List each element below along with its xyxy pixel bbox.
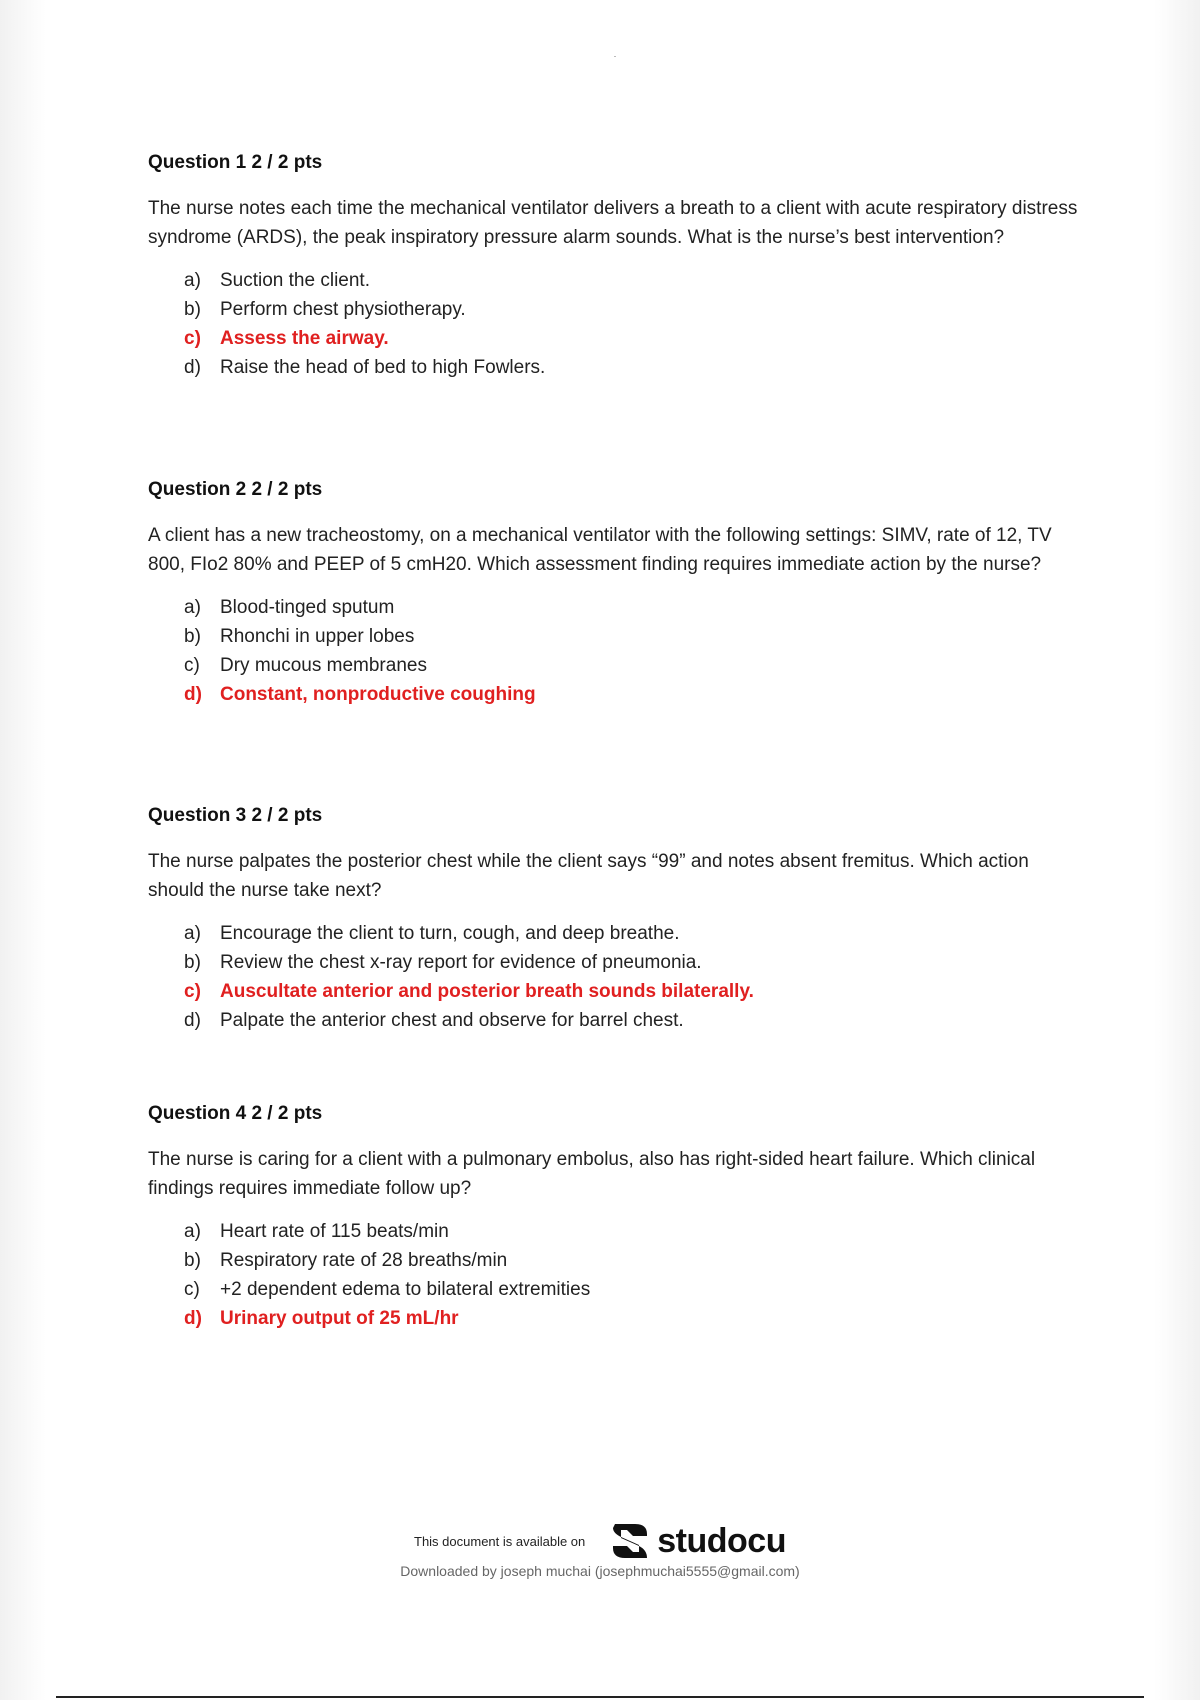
correct-answer-option — [184, 1304, 1088, 1333]
question-text: A client has a new tracheostomy, on a mechanical ventilator with the following settings: SIMV, rate of 12, TV 800, FIo2 80% and PEEP of 5 cmH20. Which assessment finding requires immediate action by the nurse? — [148, 525, 1052, 575]
option-text: Perform chest physiotherapy. — [220, 299, 466, 320]
option-letter: c) — [184, 655, 200, 676]
answer-option — [184, 622, 1088, 651]
question-text: The nurse is caring for a client with a pulmonary embolus, also has right-sided heart failure. Which clinical findings requires immediate follow up? — [148, 1149, 1036, 1199]
option-text: Suction the client. — [220, 270, 370, 291]
availability-text: This document is available on — [414, 1533, 586, 1549]
answer-options — [184, 919, 1088, 1035]
answer-option — [184, 919, 1088, 948]
answer-option — [184, 1006, 1088, 1035]
question-title: Question 2 2 / 2 pts — [148, 479, 323, 500]
scan-speck — [614, 56, 616, 57]
correct-answer-option — [184, 977, 1088, 1006]
question-3 — [148, 803, 1088, 1035]
option-letter: d) — [184, 1308, 202, 1329]
option-text: Constant, nonproductive coughing — [220, 684, 536, 705]
option-letter: a) — [184, 270, 201, 291]
option-text: Review the chest x-ray report for evidence of pneumonia. — [220, 952, 702, 973]
option-text: Palpate the anterior chest and observe for barrel chest. — [220, 1010, 684, 1031]
page-edge-right — [1154, 0, 1200, 1700]
download-notice: Downloaded by joseph muchai (josephmuchai5555@gmail.com) — [400, 1563, 800, 1579]
option-letter: b) — [184, 299, 201, 320]
option-text: Auscultate anterior and posterior breath sounds bilaterally. — [220, 981, 754, 1002]
option-letter: d) — [184, 357, 201, 378]
studocu-logo-icon — [607, 1518, 653, 1564]
answer-option — [184, 1246, 1088, 1275]
answer-options — [184, 266, 1088, 382]
correct-answer-option — [184, 324, 1088, 353]
option-letter: a) — [184, 923, 201, 944]
option-letter: b) — [184, 1250, 201, 1271]
option-text: +2 dependent edema to bilateral extremities — [220, 1279, 591, 1300]
answer-option — [184, 353, 1088, 382]
answer-option — [184, 651, 1088, 680]
option-letter: c) — [184, 1279, 200, 1300]
answer-option — [184, 295, 1088, 324]
question-title: Question 4 2 / 2 pts — [148, 1103, 323, 1124]
footer-availability — [0, 1518, 1200, 1564]
option-text: Blood-tinged sputum — [220, 597, 395, 618]
answer-options — [184, 593, 1088, 709]
option-letter: c) — [184, 981, 201, 1002]
answer-option — [184, 1217, 1088, 1246]
option-letter: a) — [184, 597, 201, 618]
option-letter: b) — [184, 626, 201, 647]
studocu-brand-text: studocu — [657, 1521, 786, 1560]
option-letter: b) — [184, 952, 201, 973]
option-text: Raise the head of bed to high Fowlers. — [220, 357, 546, 378]
answer-option — [184, 1275, 1088, 1304]
answer-options — [184, 1217, 1088, 1333]
correct-answer-option — [184, 680, 1088, 709]
option-text: Encourage the client to turn, cough, and deep breathe. — [220, 923, 680, 944]
option-text: Heart rate of 115 beats/min — [220, 1221, 449, 1242]
answer-option — [184, 593, 1088, 622]
option-text: Urinary output of 25 mL/hr — [220, 1308, 459, 1329]
option-letter: d) — [184, 1010, 201, 1031]
studocu-logo-link[interactable] — [607, 1518, 786, 1564]
option-text: Assess the airway. — [220, 328, 389, 349]
option-text: Dry mucous membranes — [220, 655, 427, 676]
page-edge-left — [0, 0, 46, 1700]
question-title: Question 1 2 / 2 pts — [148, 152, 323, 173]
answer-option — [184, 266, 1088, 295]
option-text: Respiratory rate of 28 breaths/min — [220, 1250, 508, 1271]
question-4 — [148, 1101, 1088, 1333]
option-text: Rhonchi in upper lobes — [220, 626, 415, 647]
question-2 — [148, 477, 1088, 709]
question-text: The nurse palpates the posterior chest while the client says “99” and notes absent fremitus. Which action should the nurse take next? — [148, 851, 1029, 901]
question-1 — [148, 150, 1088, 382]
question-title: Question 3 2 / 2 pts — [148, 805, 323, 826]
option-letter: a) — [184, 1221, 201, 1242]
question-text: The nurse notes each time the mechanical ventilator delivers a breath to a client with acute respiratory distress syndrome (ARDS), the peak inspiratory pressure alarm sounds. What is the nurse’s best intervention? — [148, 198, 1078, 248]
option-letter: d) — [184, 684, 202, 705]
page-bottom-rule — [56, 1696, 1144, 1698]
answer-option — [184, 948, 1088, 977]
option-letter: c) — [184, 328, 201, 349]
